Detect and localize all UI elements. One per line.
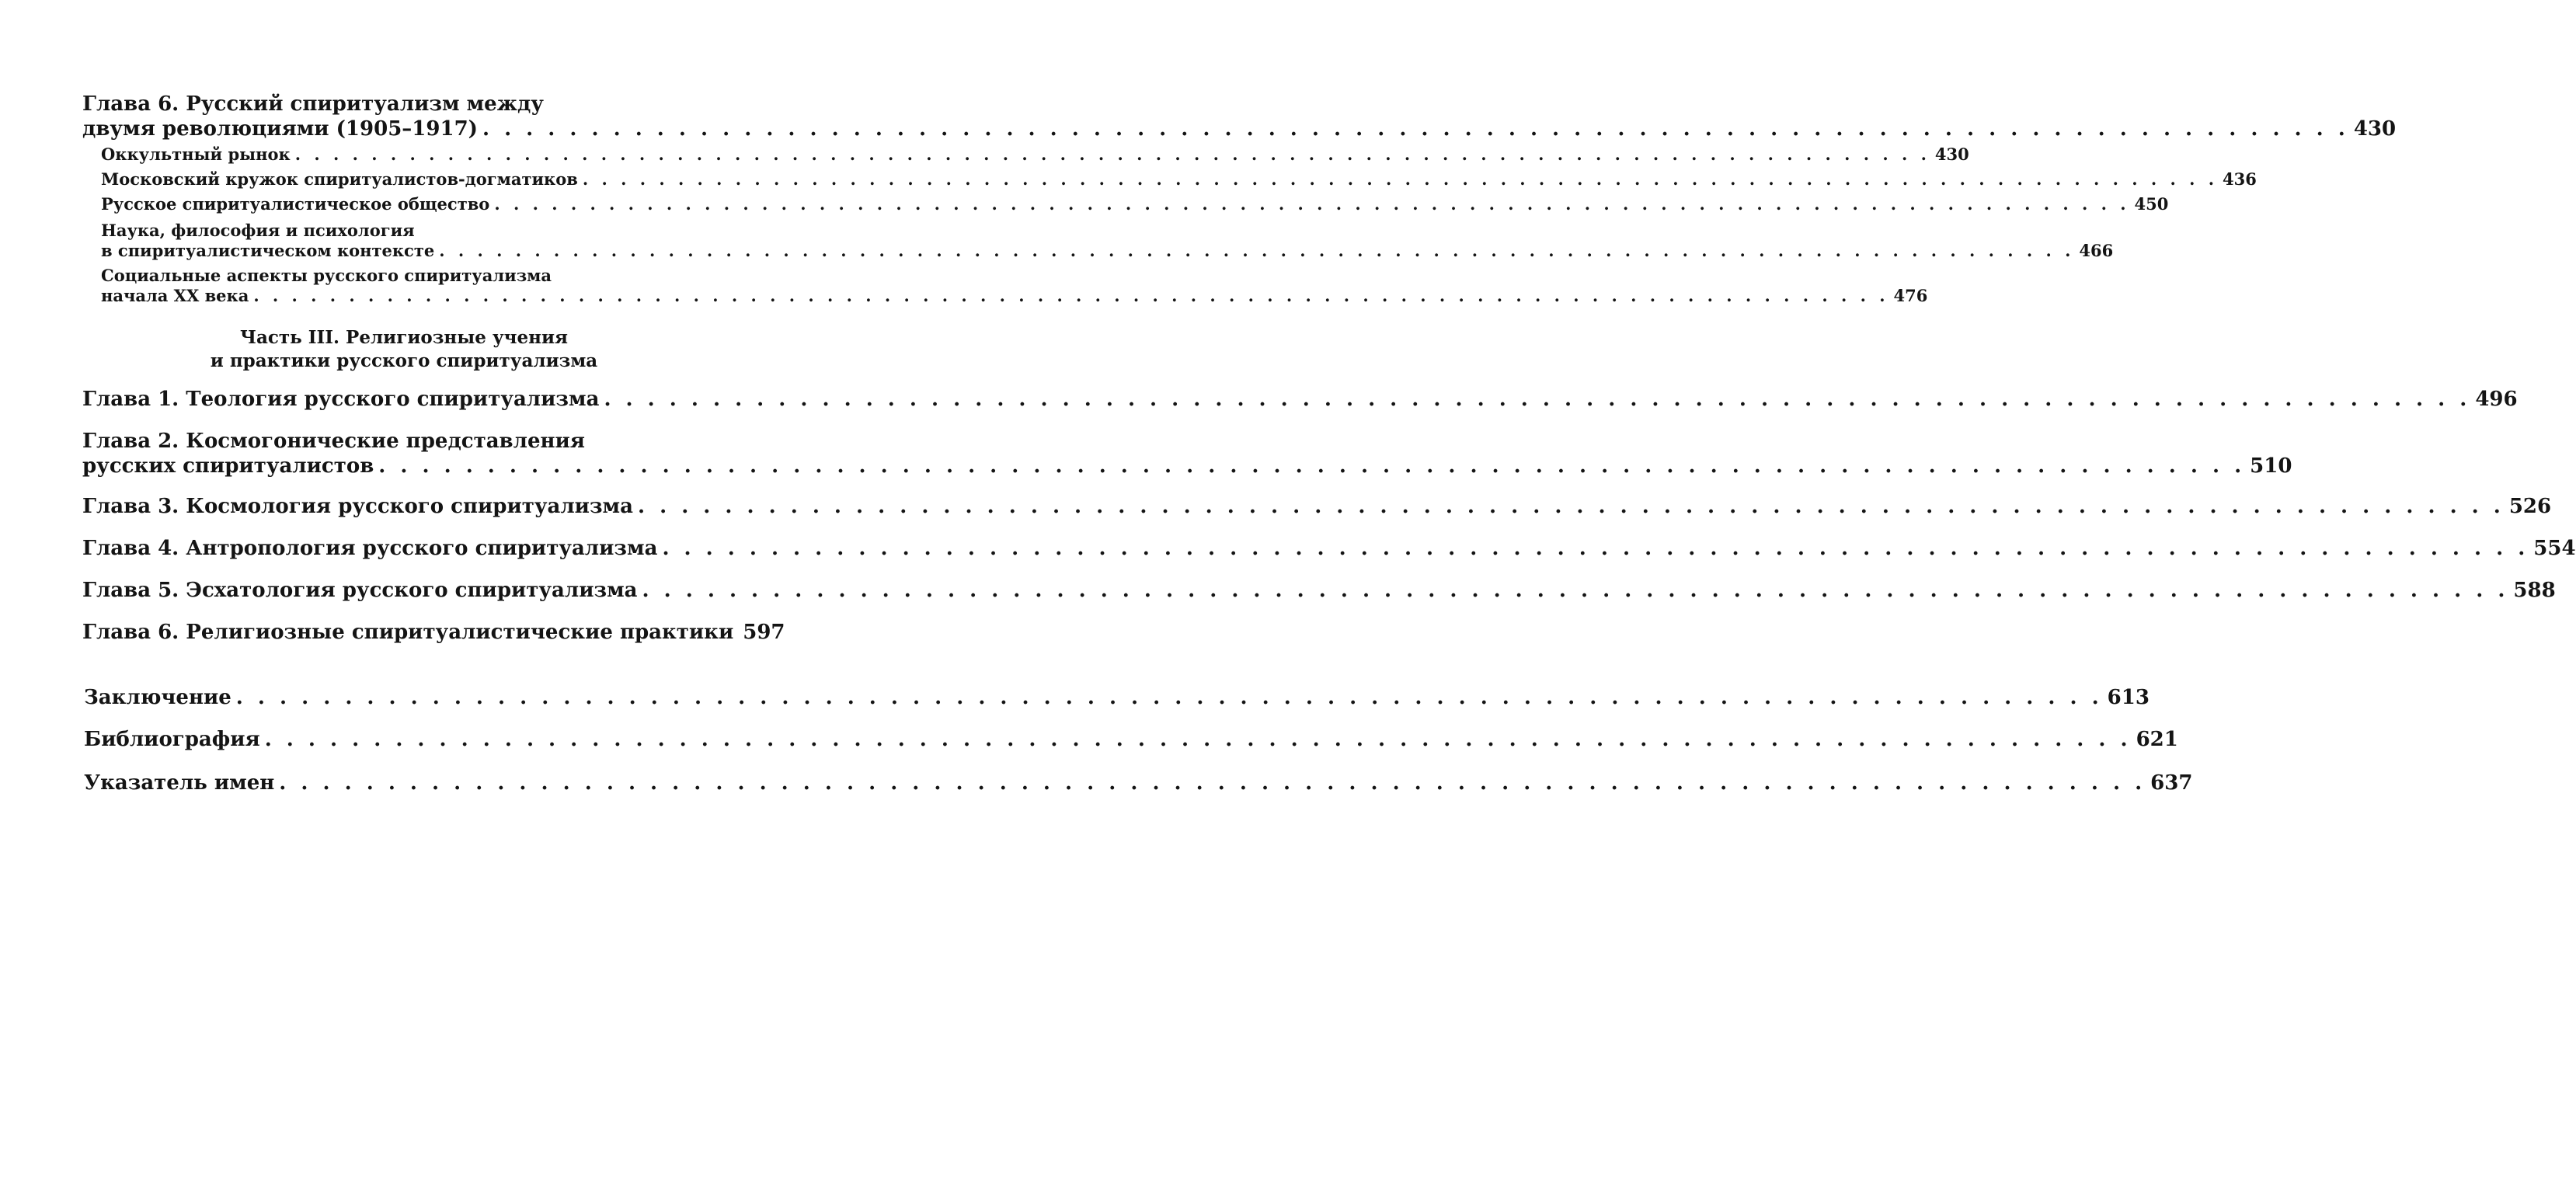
page-number: 476: [1893, 286, 1928, 305]
page-number: 554: [2533, 537, 2576, 560]
dot-leader: [604, 387, 2470, 412]
toc-entry-chapter-2[interactable]: [0, 429, 2292, 478]
page-number: 436: [2223, 169, 2257, 189]
chapter-title-line-1: Глава 6. Русский спиритуализм между: [82, 92, 544, 116]
page-number: 637: [2150, 771, 2193, 795]
chapter-title-line-2: двумя революциями (1905–1917): [82, 117, 478, 141]
page-number: 450: [2134, 194, 2169, 214]
dot-leader: [642, 578, 2509, 603]
toc-entry-name-index[interactable]: [0, 771, 2193, 795]
section-title: Оккультный рынок: [101, 144, 291, 164]
dot-leader: [583, 169, 2218, 190]
entry-title: Указатель имен: [84, 771, 275, 795]
dot-leader: [439, 241, 2074, 261]
page-number: 621: [2136, 728, 2178, 751]
chapter-title-line-1: Глава 2. Космогонические представления: [82, 430, 586, 453]
page-number: 496: [2475, 388, 2518, 411]
entry-title: Заключение: [84, 686, 231, 709]
page-number: 613: [2107, 686, 2150, 709]
section-title-line-2: в спиритуалистическом контексте: [101, 241, 435, 260]
dot-leader: [494, 194, 2129, 214]
dot-leader: [265, 727, 2132, 752]
chapter-title: Глава 6. Религиозные спиритуалистические практики: [82, 621, 734, 644]
dot-leader: [279, 771, 2146, 795]
page-number: 430: [1934, 144, 1969, 164]
dot-leader: [638, 494, 2505, 519]
page-number: 466: [2079, 241, 2114, 260]
page-number: 526: [2508, 495, 2552, 518]
dot-leader: [662, 536, 2529, 561]
toc-entry-chapter-3[interactable]: [0, 494, 2552, 519]
toc-section[interactable]: [0, 221, 2114, 261]
toc-entry-conclusion[interactable]: [0, 685, 2150, 710]
chapter-title-line-2: русских спиритуалистов: [82, 454, 374, 478]
toc-section[interactable]: [0, 144, 1969, 165]
page-number: 588: [2513, 579, 2556, 602]
chapter-title: Глава 4. Антропология русского спиритуализма: [82, 537, 658, 560]
chapter-title: Глава 5. Эсхатология русского спиритуализма: [82, 579, 638, 602]
dot-leader: [378, 454, 2245, 478]
toc-section[interactable]: [0, 266, 1928, 306]
part-title-line-1: Часть III. Религиозные учения: [239, 327, 569, 348]
toc-entry-chapter-1[interactable]: [0, 387, 2518, 412]
toc-entry-chapter-4[interactable]: [0, 536, 2576, 561]
part-title-line-2: и практики русского спиритуализма: [210, 350, 598, 371]
toc-entry-chapter-6-part-2[interactable]: [0, 92, 2397, 141]
chapter-title: Глава 1. Теология русского спиритуализма: [82, 388, 600, 411]
dot-leader: [236, 685, 2103, 710]
section-title-line-1: Наука, философия и психология: [101, 221, 415, 240]
toc-entry-chapter-6[interactable]: [0, 620, 785, 645]
toc-entry-chapter-5[interactable]: [0, 578, 2556, 603]
dot-leader: [295, 144, 1930, 165]
toc-entry-bibliography[interactable]: [0, 727, 2178, 752]
section-title: Русское спиритуалистическое общество: [101, 194, 490, 214]
toc-section[interactable]: [0, 169, 2257, 190]
page-number: 597: [743, 621, 785, 644]
section-title-line-1: Социальные аспекты русского спиритуализма: [101, 266, 552, 285]
toc-section[interactable]: [0, 194, 2169, 214]
page-number: 510: [2250, 454, 2292, 478]
section-title: Московский кружок спиритуалистов-догматиков: [101, 169, 578, 189]
section-title-line-2: начала XX века: [101, 286, 249, 305]
page-number: 430: [2353, 117, 2397, 141]
dot-leader: [253, 286, 1888, 306]
part-heading: [0, 326, 777, 373]
chapter-title: Глава 3. Космология русского спиритуализма: [82, 495, 633, 518]
entry-title: Библиография: [84, 728, 260, 751]
dot-leader: [482, 117, 2349, 141]
